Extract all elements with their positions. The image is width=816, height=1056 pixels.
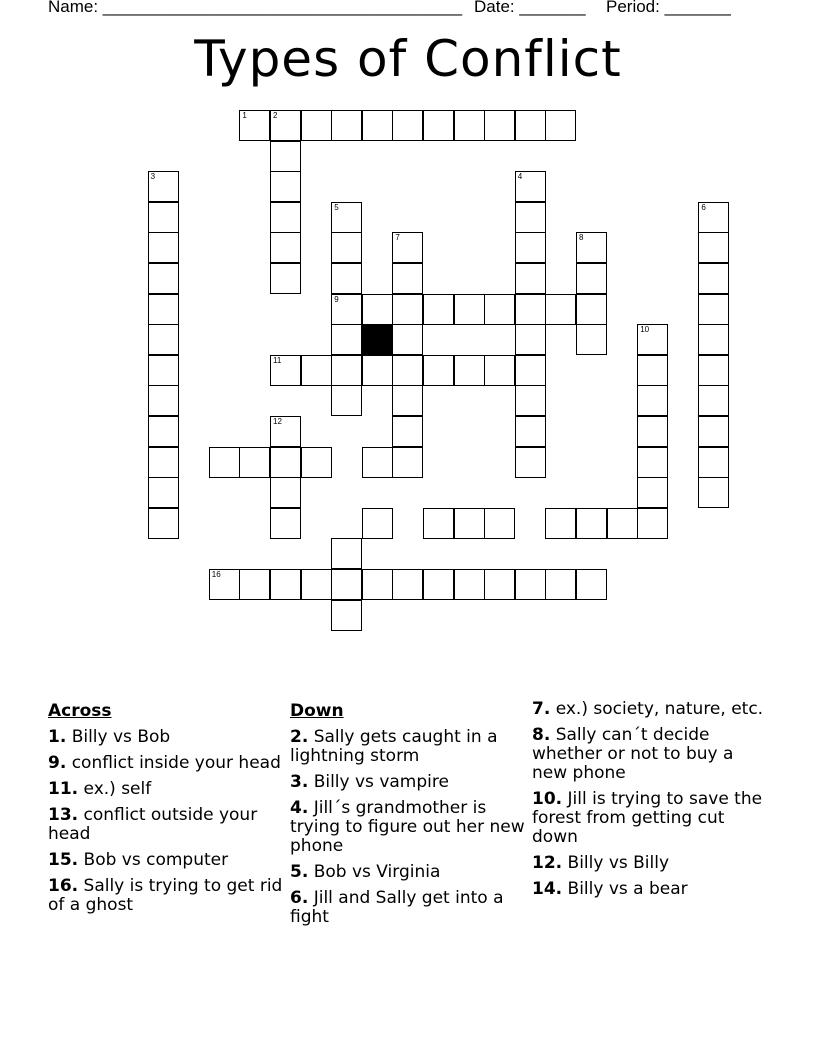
- clue-number-label: 16: [211, 570, 221, 579]
- grid-cell[interactable]: [331, 355, 362, 386]
- grid-cell[interactable]: [362, 110, 393, 141]
- grid-cell[interactable]: [515, 569, 546, 600]
- grid-cell[interactable]: [423, 294, 454, 325]
- grid-cell[interactable]: [270, 171, 301, 202]
- grid-cell[interactable]: [392, 232, 423, 263]
- grid-cell[interactable]: [148, 385, 179, 416]
- grid-cell[interactable]: [270, 569, 301, 600]
- clue-text: Billy vs a bear: [562, 879, 688, 899]
- grid-cell[interactable]: [362, 447, 393, 478]
- clue-down: [290, 889, 525, 927]
- grid-cell[interactable]: [362, 355, 393, 386]
- clue-text: conflict inside your head: [66, 753, 281, 773]
- clue-down: [532, 854, 767, 873]
- clue-number-label: 2: [273, 111, 278, 120]
- grid-cell[interactable]: [148, 324, 179, 355]
- across-heading: Across: [48, 701, 112, 721]
- clue-across: [48, 806, 283, 844]
- clue-down: [290, 863, 525, 882]
- grid-cell[interactable]: [270, 447, 301, 478]
- down-heading: Down: [290, 701, 344, 721]
- grid-cell[interactable]: [515, 416, 546, 447]
- clue-number-label: 3: [150, 172, 156, 182]
- grid-cell[interactable]: [698, 263, 729, 294]
- grid-cell[interactable]: [515, 324, 546, 355]
- grid-cell[interactable]: [576, 324, 607, 355]
- clue-text: ex.) society, nature, etc.: [550, 699, 764, 719]
- grid-cell[interactable]: [637, 324, 668, 355]
- grid-cell[interactable]: [148, 232, 179, 263]
- clue-number-label: 10: [640, 325, 650, 335]
- clue-text: Bob vs Virginia: [308, 862, 441, 882]
- grid-cell[interactable]: [576, 263, 607, 294]
- grid-cell[interactable]: [698, 447, 729, 478]
- page-title: Types of Conflict: [194, 30, 622, 88]
- clue-across: [48, 728, 283, 747]
- clue-text: Billy vs Bob: [66, 727, 171, 747]
- clue-number-label: 9: [334, 294, 339, 304]
- across-clues-column: [48, 700, 283, 922]
- grid-cell[interactable]: [484, 110, 515, 141]
- clue-down: [532, 700, 767, 719]
- grid-cell[interactable]: [423, 508, 454, 539]
- grid-cell[interactable]: [392, 324, 423, 355]
- grid-cell[interactable]: [331, 600, 362, 631]
- grid-cell[interactable]: [515, 110, 546, 141]
- grid-cell[interactable]: [270, 202, 301, 233]
- clue-number: 14.: [532, 879, 563, 899]
- grid-cell[interactable]: [515, 232, 546, 263]
- grid-cell[interactable]: [607, 508, 638, 539]
- grid-cell[interactable]: [698, 294, 729, 325]
- grid-cell[interactable]: [362, 508, 393, 539]
- clue-number: 13.: [48, 805, 79, 825]
- clue-number-label: 5: [334, 202, 339, 212]
- grid-cell[interactable]: [454, 508, 485, 539]
- clue-number: 7.: [532, 699, 551, 719]
- grid-cell[interactable]: [515, 294, 546, 325]
- clue-number: 3.: [290, 772, 309, 792]
- grid-cell[interactable]: [239, 447, 270, 478]
- grid-cell[interactable]: [148, 447, 179, 478]
- clue-number: 5.: [290, 862, 309, 882]
- clue-number: 12.: [532, 853, 563, 873]
- grid-cell[interactable]: [148, 508, 179, 539]
- grid-cell[interactable]: [637, 477, 668, 508]
- clue-number-label: 1: [242, 111, 247, 120]
- grid-cell[interactable]: [484, 508, 515, 539]
- clue-text: Billy vs vampire: [308, 772, 449, 792]
- period-field-label: Period: _______: [606, 0, 731, 16]
- clue-down: [290, 773, 525, 792]
- clue-text: Bob vs computer: [78, 850, 229, 870]
- grid-cell[interactable]: [576, 232, 607, 263]
- grid-cell[interactable]: [484, 294, 515, 325]
- grid-cell[interactable]: [545, 508, 576, 539]
- grid-cell[interactable]: [362, 569, 393, 600]
- grid-cell[interactable]: [392, 416, 423, 447]
- clue-text: Sally can´t decide whether or not to buy a new phone: [532, 725, 734, 783]
- grid-cell[interactable]: [454, 110, 485, 141]
- grid-cell[interactable]: [698, 385, 729, 416]
- grid-cell[interactable]: [270, 355, 301, 386]
- clue-number-label: 12: [273, 417, 282, 426]
- name-field-label: Name: ______________________________________: [48, 0, 463, 16]
- clue-number: 4.: [290, 798, 309, 818]
- clue-across: [48, 851, 283, 870]
- clue-down: [290, 799, 525, 856]
- grid-cell[interactable]: [331, 110, 362, 141]
- grid-cell[interactable]: [148, 294, 179, 325]
- clue-text: Billy vs Billy: [562, 853, 670, 873]
- grid-cell[interactable]: [209, 447, 240, 478]
- grid-cell[interactable]: [331, 385, 362, 416]
- clue-number-label: 7: [395, 233, 400, 243]
- grid-cell[interactable]: [148, 416, 179, 447]
- grid-cell[interactable]: [331, 324, 362, 355]
- clue-down: [532, 790, 767, 847]
- grid-cell[interactable]: [209, 569, 240, 600]
- clue-number-label: 4: [517, 172, 523, 182]
- grid-cell[interactable]: [515, 385, 546, 416]
- clue-down: [290, 728, 525, 766]
- grid-cell[interactable]: [484, 569, 515, 600]
- grid-cell[interactable]: [515, 171, 546, 202]
- clue-down: [532, 880, 767, 899]
- grid-cell[interactable]: [698, 232, 729, 263]
- grid-cell[interactable]: [301, 110, 332, 141]
- clue-number-label: 6: [701, 202, 706, 212]
- clue-number: 9.: [48, 753, 67, 773]
- clue-text: Sally is trying to get rid of a ghost: [48, 876, 283, 915]
- grid-cell[interactable]: [545, 569, 576, 600]
- grid-cell[interactable]: [698, 355, 729, 386]
- grid-cell[interactable]: [637, 385, 668, 416]
- grid-cell[interactable]: [698, 477, 729, 508]
- grid-cell[interactable]: [698, 202, 729, 233]
- grid-cell[interactable]: [270, 477, 301, 508]
- grid-cell[interactable]: [331, 202, 362, 233]
- grid-cell[interactable]: [148, 171, 179, 202]
- grid-cell[interactable]: [637, 508, 668, 539]
- clue-number: 15.: [48, 850, 79, 870]
- grid-cell[interactable]: [392, 110, 423, 141]
- clue-down: [532, 726, 767, 783]
- clue-number-label: 11: [273, 355, 282, 365]
- grid-cell[interactable]: [362, 294, 393, 325]
- grid-cell[interactable]: [545, 110, 576, 141]
- grid-cell[interactable]: [454, 355, 485, 386]
- grid-cell[interactable]: [392, 447, 423, 478]
- grid-cell[interactable]: [270, 508, 301, 539]
- down-clues-column: [290, 700, 525, 934]
- clue-text: conflict outside your head: [48, 805, 258, 844]
- grid-cell[interactable]: [392, 294, 423, 325]
- grid-cell[interactable]: [637, 447, 668, 478]
- clue-number: 8.: [532, 725, 551, 745]
- clue-across: [48, 754, 283, 773]
- clue-number: 11.: [48, 779, 79, 799]
- clue-number: 16.: [48, 876, 79, 896]
- clue-number-label: 8: [579, 233, 584, 243]
- grid-cell[interactable]: [392, 385, 423, 416]
- grid-cell[interactable]: [637, 355, 668, 386]
- grid-cell[interactable]: [270, 141, 301, 172]
- clue-number: 1.: [48, 727, 67, 747]
- grid-cell[interactable]: [239, 110, 270, 141]
- grid-cell[interactable]: [331, 538, 362, 569]
- clue-number: 10.: [532, 789, 563, 809]
- grid-block-cell: [362, 324, 393, 355]
- clue-number: 2.: [290, 727, 309, 747]
- clue-number: 6.: [290, 888, 309, 908]
- grid-cell[interactable]: [484, 355, 515, 386]
- grid-cell[interactable]: [270, 263, 301, 294]
- grid-cell[interactable]: [239, 569, 270, 600]
- grid-cell[interactable]: [515, 202, 546, 233]
- grid-cell[interactable]: [331, 232, 362, 263]
- grid-cell[interactable]: [392, 569, 423, 600]
- grid-cell[interactable]: [637, 416, 668, 447]
- clue-text: Jill´s grandmother is trying to figure out her new phone: [290, 798, 525, 856]
- grid-cell[interactable]: [270, 232, 301, 263]
- grid-cell[interactable]: [301, 569, 332, 600]
- grid-cell[interactable]: [270, 110, 301, 141]
- grid-cell[interactable]: [423, 569, 454, 600]
- grid-cell[interactable]: [454, 294, 485, 325]
- grid-cell[interactable]: [331, 294, 362, 325]
- grid-cell[interactable]: [576, 569, 607, 600]
- grid-cell[interactable]: [392, 263, 423, 294]
- clue-text: Jill and Sally get into a fight: [290, 888, 504, 927]
- grid-cell[interactable]: [698, 416, 729, 447]
- grid-cell[interactable]: [270, 416, 301, 447]
- grid-cell[interactable]: [148, 355, 179, 386]
- grid-cell[interactable]: [301, 355, 332, 386]
- grid-cell[interactable]: [392, 355, 423, 386]
- grid-cell[interactable]: [148, 202, 179, 233]
- grid-cell[interactable]: [515, 263, 546, 294]
- grid-cell[interactable]: [301, 447, 332, 478]
- grid-cell[interactable]: [331, 263, 362, 294]
- clue-text: ex.) self: [78, 779, 152, 799]
- grid-cell[interactable]: [576, 294, 607, 325]
- down-clues-column-continued: [532, 700, 767, 906]
- clue-text: Sally gets caught in a lightning storm: [290, 727, 498, 766]
- grid-cell[interactable]: [698, 324, 729, 355]
- clue-text: Jill is trying to save the forest from getting cut down: [532, 789, 763, 847]
- grid-cell[interactable]: [515, 355, 546, 386]
- grid-cell[interactable]: [423, 355, 454, 386]
- clue-across: [48, 780, 283, 799]
- date-field-label: Date: _______: [474, 0, 586, 16]
- clue-across: [48, 877, 283, 915]
- grid-cell[interactable]: [148, 477, 179, 508]
- grid-cell[interactable]: [515, 447, 546, 478]
- grid-cell[interactable]: [423, 110, 454, 141]
- grid-cell[interactable]: [454, 569, 485, 600]
- grid-cell[interactable]: [576, 508, 607, 539]
- grid-cell[interactable]: [331, 569, 362, 600]
- grid-cell[interactable]: [148, 263, 179, 294]
- grid-cell[interactable]: [545, 294, 576, 325]
